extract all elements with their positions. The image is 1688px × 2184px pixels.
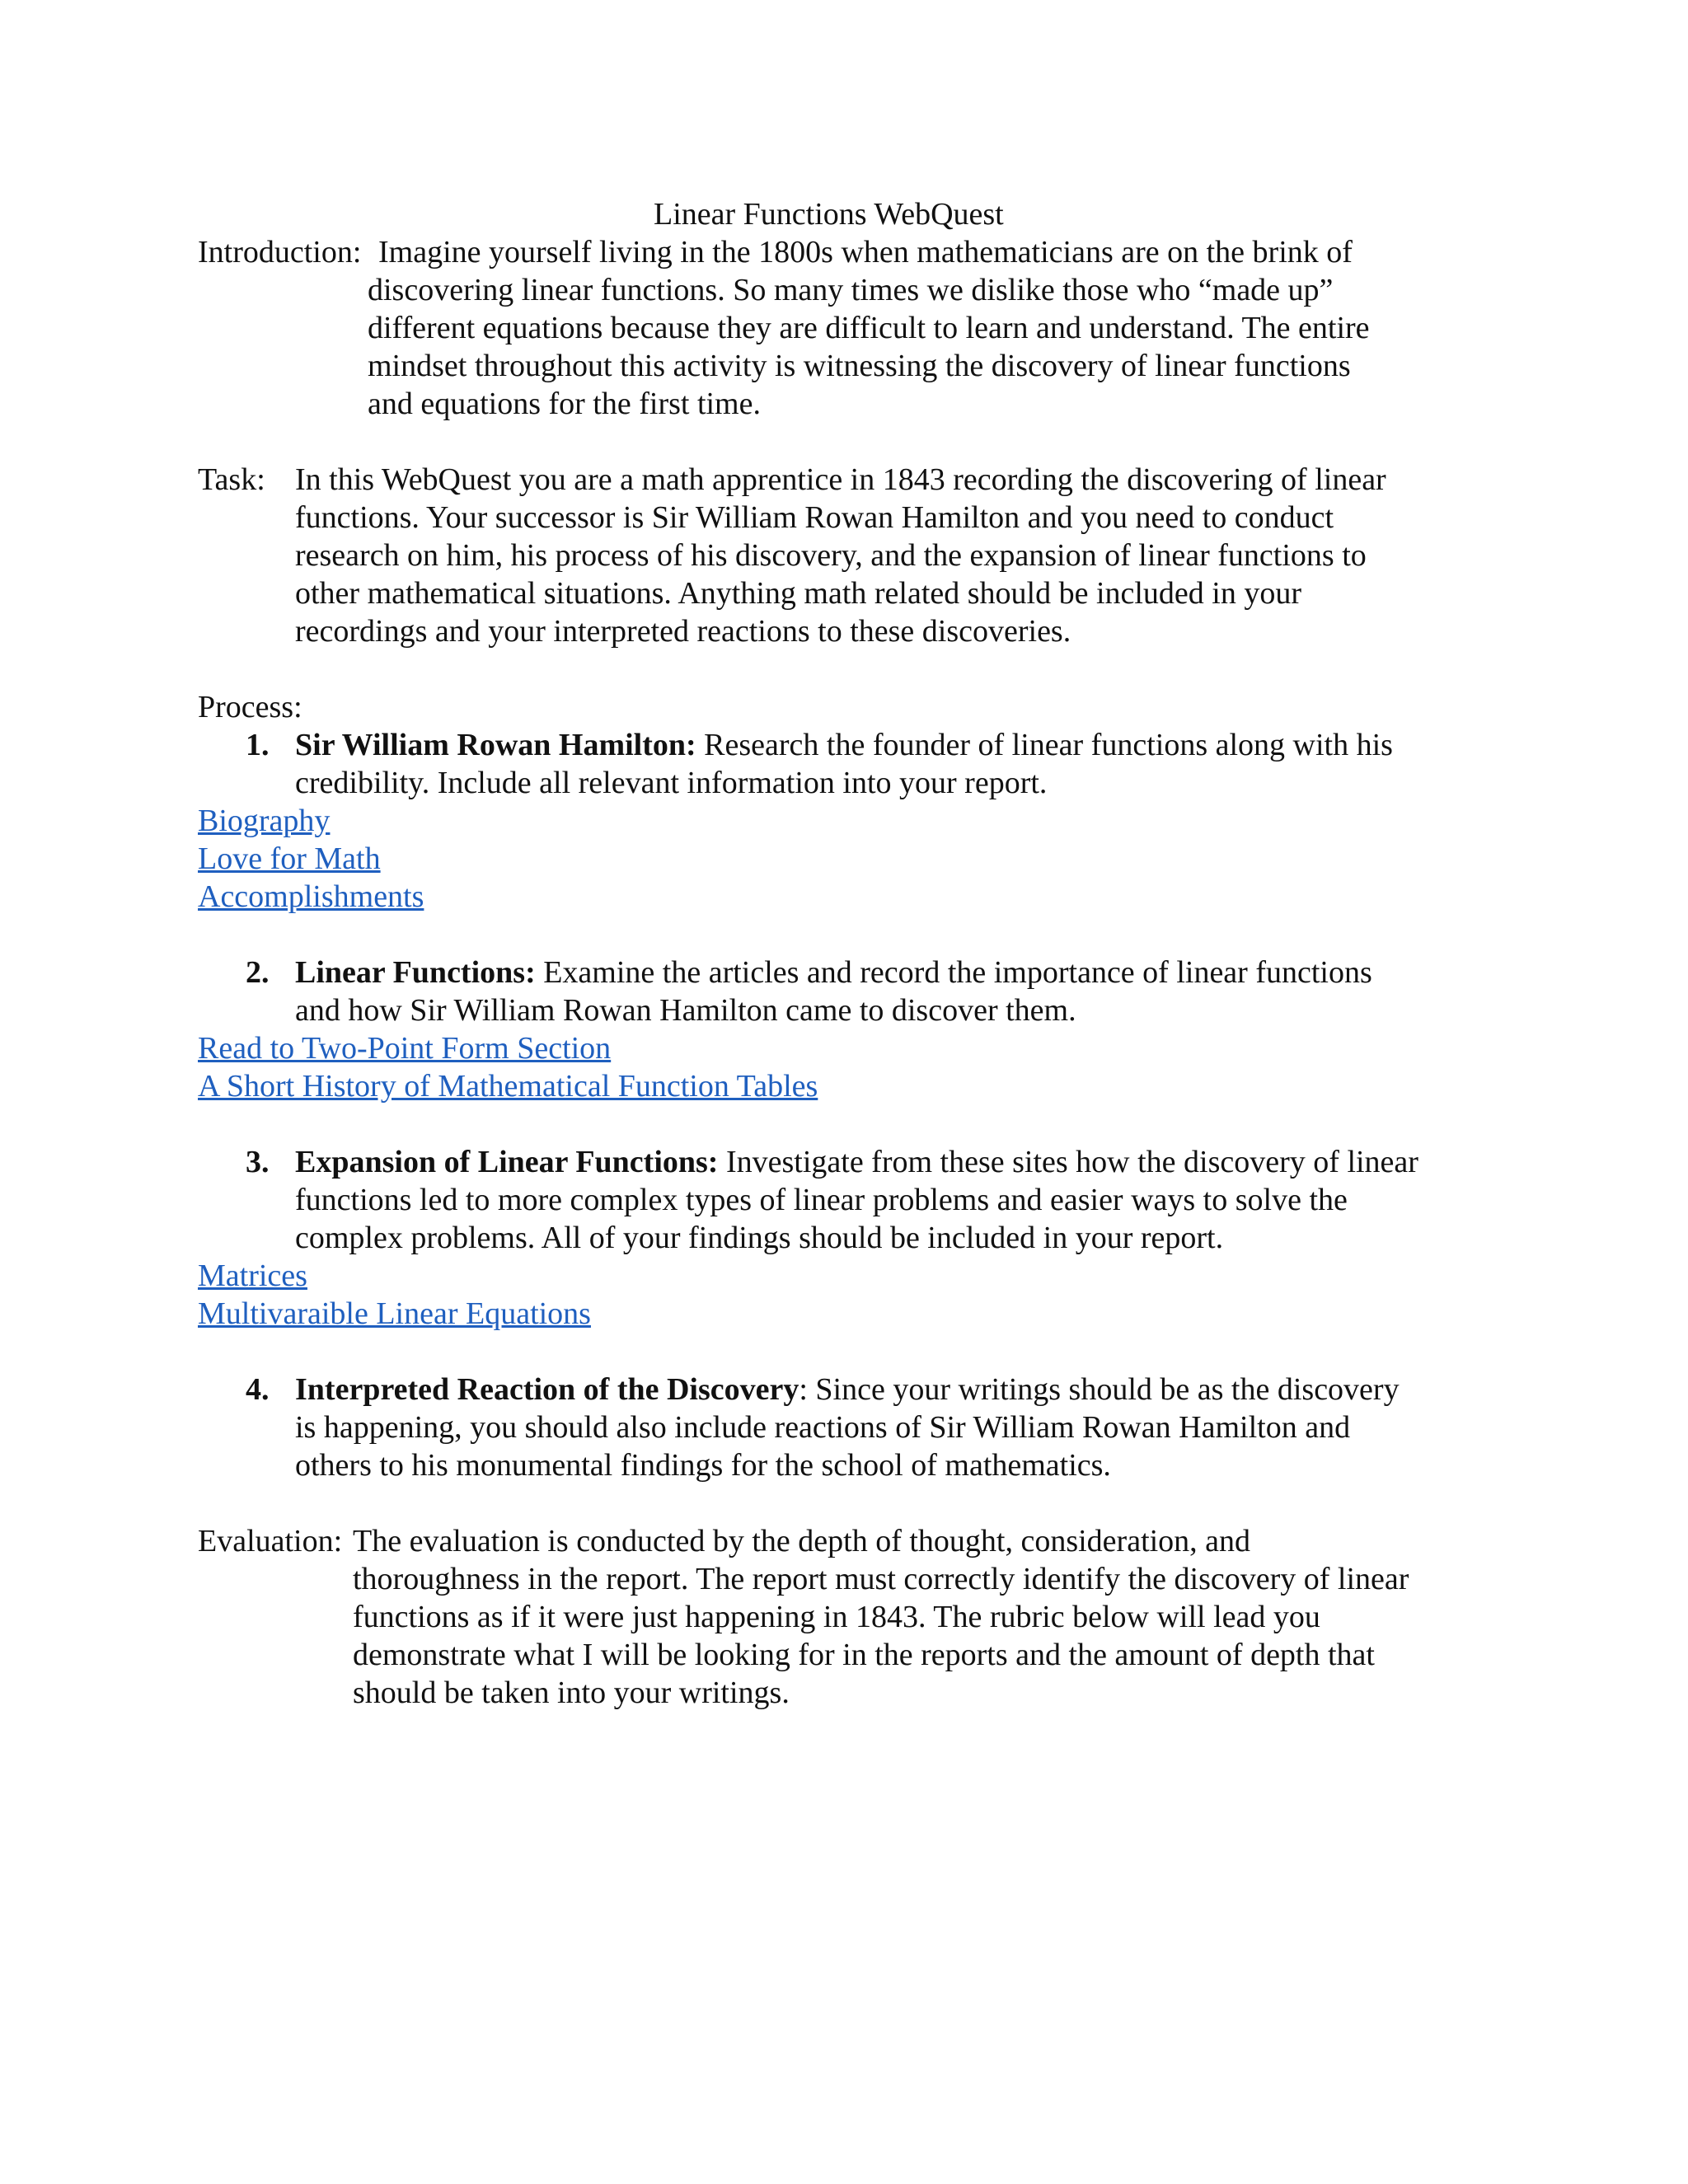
introduction-line-1: Imagine yourself living in the 1800s when mathematicians are on the brink of xyxy=(378,235,1353,269)
step-4-text-line-3: others to his monumental findings for the school of mathematics. xyxy=(295,1448,1111,1483)
link-matrices[interactable]: Matrices xyxy=(198,1258,307,1293)
step-4-heading: Interpreted Reaction of the Discovery xyxy=(295,1372,799,1407)
step-4-text-line-1 xyxy=(295,1371,1400,1408)
step-1-number: 1. xyxy=(246,728,270,762)
step-3-description: Investigate from these sites how the discovery of linear xyxy=(725,1145,1418,1179)
task-line-4: other mathematical situations. Anything math related should be included in your xyxy=(295,576,1302,611)
step-2-heading: Linear Functions: xyxy=(295,955,536,990)
task-line-5: recordings and your interpreted reactions to these discoveries. xyxy=(295,614,1071,649)
step-3-text-line-2: functions led to more complex types of linear problems and easier ways to solve the xyxy=(295,1183,1348,1217)
step-2-text-line-1 xyxy=(295,954,1372,991)
introduction-line-2: discovering linear functions. So many times we dislike those who “made up” xyxy=(368,273,1334,307)
link-multivariable-linear-equations[interactable]: Multivaraible Linear Equations xyxy=(198,1296,591,1331)
step-4-text-line-2: is happening, you should also include reactions of Sir William Rowan Hamilton and xyxy=(295,1410,1351,1445)
evaluation-line-5: should be taken into your writings. xyxy=(353,1675,790,1710)
task-line-1: In this WebQuest you are a math apprentice in 1843 recording the discovering of linear xyxy=(295,462,1386,497)
step-2-number: 2. xyxy=(246,955,270,990)
step-3-number: 3. xyxy=(246,1145,270,1179)
step-1-text-line-2: credibility. Include all relevant information into your report. xyxy=(295,766,1048,800)
link-love-for-math[interactable]: Love for Math xyxy=(198,841,381,876)
step-1-heading: Sir William Rowan Hamilton: xyxy=(295,728,696,762)
task-label: Task: xyxy=(198,462,265,497)
link-short-history-function-tables[interactable]: A Short History of Mathematical Function Tables xyxy=(198,1069,818,1104)
link-biography[interactable]: Biography xyxy=(198,804,331,838)
step-3-text-line-3: complex problems. All of your findings should be included in your report. xyxy=(295,1221,1224,1255)
step-1-text-line-1 xyxy=(295,726,1393,764)
introduction-line-4: mindset throughout this activity is witnessing the discovery of linear functions xyxy=(368,349,1351,383)
step-2-description: Examine the articles and record the importance of linear functions xyxy=(543,955,1372,990)
step-2-text-line-2: and how Sir William Rowan Hamilton came to discover them. xyxy=(295,993,1076,1028)
task-line-2: functions. Your successor is Sir William Rowan Hamilton and you need to conduct xyxy=(295,500,1334,535)
evaluation-line-1: The evaluation is conducted by the depth of thought, consideration, and xyxy=(353,1524,1251,1558)
process-label: Process: xyxy=(198,690,302,724)
step-4-number: 4. xyxy=(246,1372,270,1407)
evaluation-line-4: demonstrate what I will be looking for in the reports and the amount of depth that xyxy=(353,1638,1375,1672)
evaluation-line-3: functions as if it were just happening in 1843. The rubric below will lead you xyxy=(353,1600,1320,1634)
introduction-line-5: and equations for the first time. xyxy=(368,387,761,421)
step-4-description: : Since your writings should be as the discovery xyxy=(799,1372,1400,1407)
step-1-description: Research the founder of linear functions along with his xyxy=(704,728,1393,762)
task-line-3: research on him, his process of his discovery, and the expansion of linear functions to xyxy=(295,538,1367,573)
link-accomplishments[interactable]: Accomplishments xyxy=(198,879,424,914)
step-3-heading: Expansion of Linear Functions: xyxy=(295,1145,719,1179)
evaluation-label: Evaluation: xyxy=(198,1524,343,1558)
step-3-text-line-1 xyxy=(295,1143,1418,1181)
link-two-point-form[interactable]: Read to Two-Point Form Section xyxy=(198,1031,612,1066)
evaluation-line-2: thoroughness in the report. The report must correctly identify the discovery of linear xyxy=(353,1562,1409,1596)
introduction-label: Introduction: xyxy=(198,235,362,269)
introduction-line-3: different equations because they are difficult to learn and understand. The entire xyxy=(368,311,1370,345)
document-title: Linear Functions WebQuest xyxy=(654,197,1004,232)
